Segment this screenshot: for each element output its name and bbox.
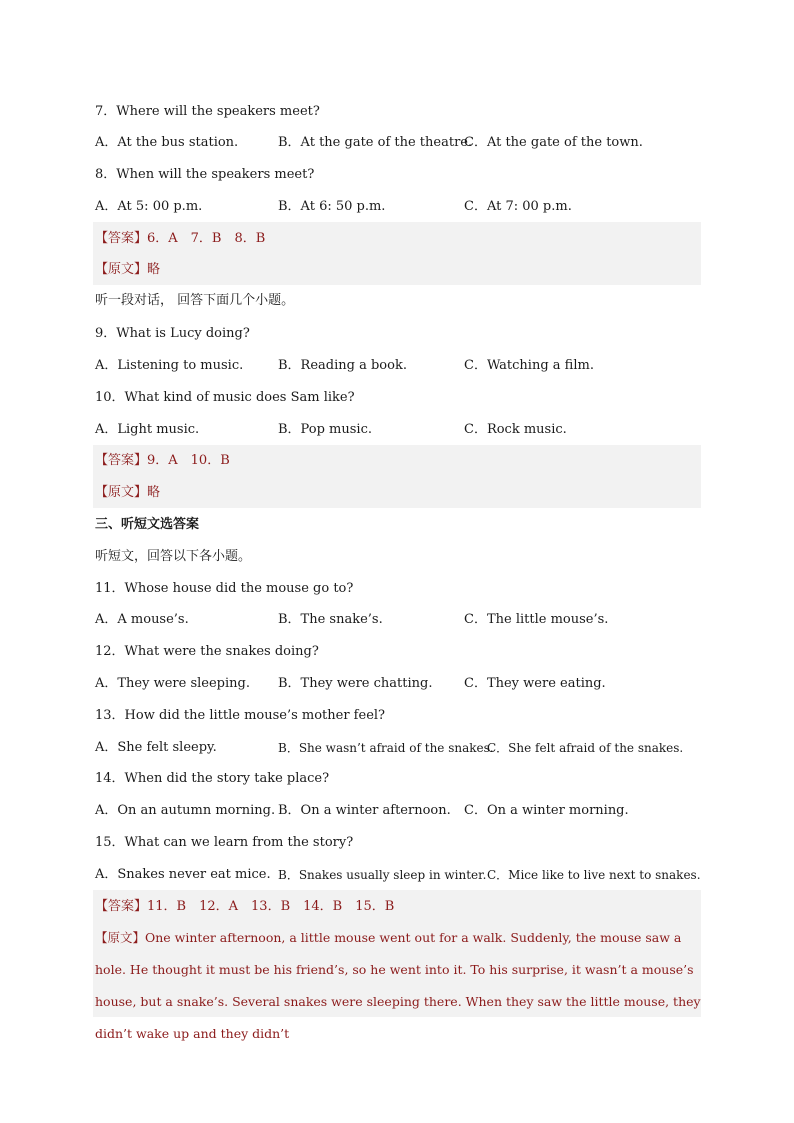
option-b: B．The snake’s. — [278, 612, 383, 627]
question-14: 14．When did the story take place? — [95, 771, 330, 786]
question-9: 9．What is Lucy doing? — [95, 326, 250, 341]
section-2-intro: 听一段对话， 回答下面几个小题。 — [95, 293, 295, 308]
option-c: C．At the gate of the town. — [464, 135, 643, 150]
option-a: A．Snakes never eat mice. — [95, 867, 271, 882]
option-b: B．Snakes usually sleep in winter. — [278, 868, 487, 882]
option-c: C．Watching a film. — [464, 358, 594, 373]
option-a: A．Light music. — [95, 422, 200, 437]
answer-key-2: 【答案】9．A 10．B — [95, 453, 230, 468]
option-b: B．Pop music. — [278, 422, 372, 437]
question-12: 12．What were the snakes doing? — [95, 644, 319, 659]
option-a: A．At 5: 00 p.m. — [95, 199, 203, 214]
source-text-3: 【原文】One winter afternoon, a little mouse went out for a walk. Suddenly, the mouse saw a hole. He thought it must be his friend’s, so he went into it. To his surprise, it wasn’t a mouse’s house, but a snake’s. Several snakes were sleeping there. When they saw the little mouse, they didn’t wake up and they didn’t — [95, 930, 701, 1041]
option-c: C．Mice like to live next to snakes. — [487, 868, 701, 882]
option-c: C．The little mouse’s. — [464, 612, 609, 627]
section-3-heading: 三、听短文选答案 — [95, 517, 200, 532]
source-text-2: 【原文】略 — [95, 485, 161, 500]
question-15: 15．What can we learn from the story? — [95, 835, 354, 850]
option-a: A．At the bus station. — [95, 135, 239, 150]
question-7: 7．Where will the speakers meet? — [95, 104, 320, 119]
question-11: 11．Whose house did the mouse go to? — [95, 581, 354, 596]
option-b: B．At 6: 50 p.m. — [278, 199, 386, 214]
section-3-intro: 听短文，回答以下各小题。 — [95, 549, 252, 564]
option-c: C．Rock music. — [464, 422, 567, 437]
option-c: C．At 7: 00 p.m. — [464, 199, 572, 214]
answer-key-1: 【答案】6．A 7．B 8．B — [95, 231, 266, 246]
question-8: 8．When will the speakers meet? — [95, 167, 315, 182]
option-b: B．She wasn’t afraid of the snakes. — [278, 741, 494, 755]
question-13: 13．How did the little mouse’s mother feel? — [95, 708, 386, 723]
option-b: B．At the gate of the theatre. — [278, 135, 473, 150]
option-b: B．Reading a book. — [278, 358, 407, 373]
option-a: A．They were sleeping. — [95, 676, 250, 691]
answer-key-3: 【答案】11．B 12．A 13．B 14．B 15．B — [95, 899, 395, 914]
option-b: B．On a winter afternoon. — [278, 803, 451, 818]
option-a: A．She felt sleepy. — [95, 740, 217, 755]
option-b: B．They were chatting. — [278, 676, 433, 691]
source-text-1: 【原文】略 — [95, 262, 161, 277]
question-10: 10．What kind of music does Sam like? — [95, 390, 355, 405]
option-c: C．On a winter morning. — [464, 803, 629, 818]
option-c: C．They were eating. — [464, 676, 606, 691]
option-a: A．On an autumn morning. — [95, 803, 276, 818]
option-a: A．Listening to music. — [95, 358, 244, 373]
option-a: A．A mouse’s. — [95, 612, 189, 627]
option-c: C．She felt afraid of the snakes. — [487, 741, 684, 755]
